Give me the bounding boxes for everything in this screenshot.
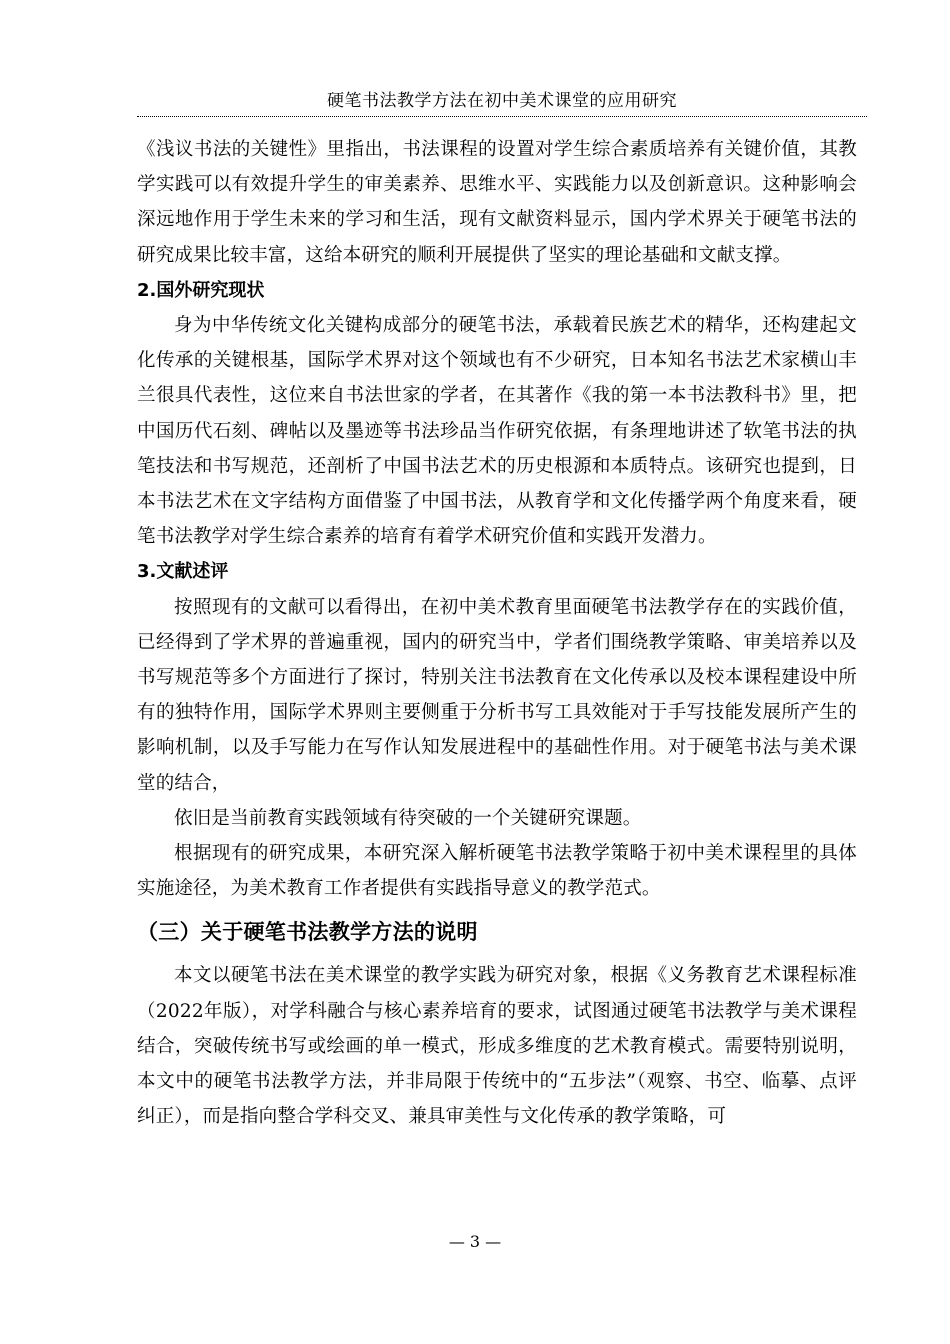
page-number: — 3 —: [448, 1232, 502, 1251]
paragraph-domestic-summary: 《浅议书法的关键性》里指出，书法课程的设置对学生综合素质培养有关键价值，其教学实践可以有效提升学生的审美素养、思维水平、实践能力以及创新意识。这种影响会深远地作用于学生未来的学习和生活，现有文献资料显示，国内学术界关于硬笔书法的研究成果比较丰富，这给本研究的顺利开展提供了坚实的理论基础和文献支撑。: [137, 139, 857, 266]
paragraph-foreign-research: 身为中华传统文化关键构成部分的硬笔书法，承载着民族艺术的精华，还构建起文化传承的关键根基，国际学术界对这个领域也有不少研究，日本知名书法艺术家横山丰兰很具代表性，这位来自书法世家的学者，在其著作《我的第一本书法教科书》里，把中国历代石刻、碑帖以及墨迹等书法珍品当作研究依据，有条理地讲述了软笔书法的执笔技法和书写规范，还剖析了中国书法艺术的历史根源和本质特点。该研究也提到，日本书法艺术在文字结构方面借鉴了中国书法，从教育学和文化传播学两个角度来看，硬笔书法教学对学生综合素养的培育有着学术研究价值和实践开发潜力。: [137, 315, 857, 548]
document-body: [137, 132, 857, 1134]
header-title: 硬笔书法教学方法在初中美术课堂的应用研究: [327, 91, 677, 111]
section-heading-teaching-method: （三）关于硬笔书法教学方法的说明: [137, 920, 478, 945]
paragraph-key-topic: 依旧是当前教育实践领域有待突破的一个关键研究课题。: [174, 807, 642, 829]
paragraph-teaching-method: 本文以硬笔书法在美术课堂的教学实践为研究对象，根据《义务教育艺术课程标准（2022年版），对学科融合与核心素养培育的要求，试图通过硬笔书法教学与美术课程结合，突破传统书写或绘画的单一模式，形成多维度的艺术教育模式。需要特别说明，本文中的硬笔书法教学方法，并非局限于传统中的“五步法”（观察、书空、临摹、点评纠正），而是指向整合学科交叉、兼具审美性与文化传承的教学策略，可: [137, 965, 857, 1128]
running-header: [137, 86, 867, 117]
paragraph-research-aim: 根据现有的研究成果，本研究深入解析硬笔书法教学策略于初中美术课程里的具体实施途径，为美术教育工作者提供有实践指导意义的教学范式。: [137, 843, 857, 900]
paragraph-literature-review: 按照现有的文献可以看得出，在初中美术教育里面硬笔书法教学存在的实践价值，已经得到了学术界的普遍重视，国内的研究当中，学者们围绕教学策略、审美培养以及书写规范等多个方面进行了探讨，特别关注书法教育在文化传承以及校本课程建设中所有的独特作用，国际学术界则主要侧重于分析书写工具效能对于手写技能发展所产生的影响机制，以及手写能力在写作认知发展进程中的基础性作用。对于硬笔书法与美术课堂的结合，: [137, 596, 857, 794]
heading-foreign-research: 2.国外研究现状: [137, 279, 265, 301]
heading-literature-review: 3.文献述评: [137, 561, 229, 583]
